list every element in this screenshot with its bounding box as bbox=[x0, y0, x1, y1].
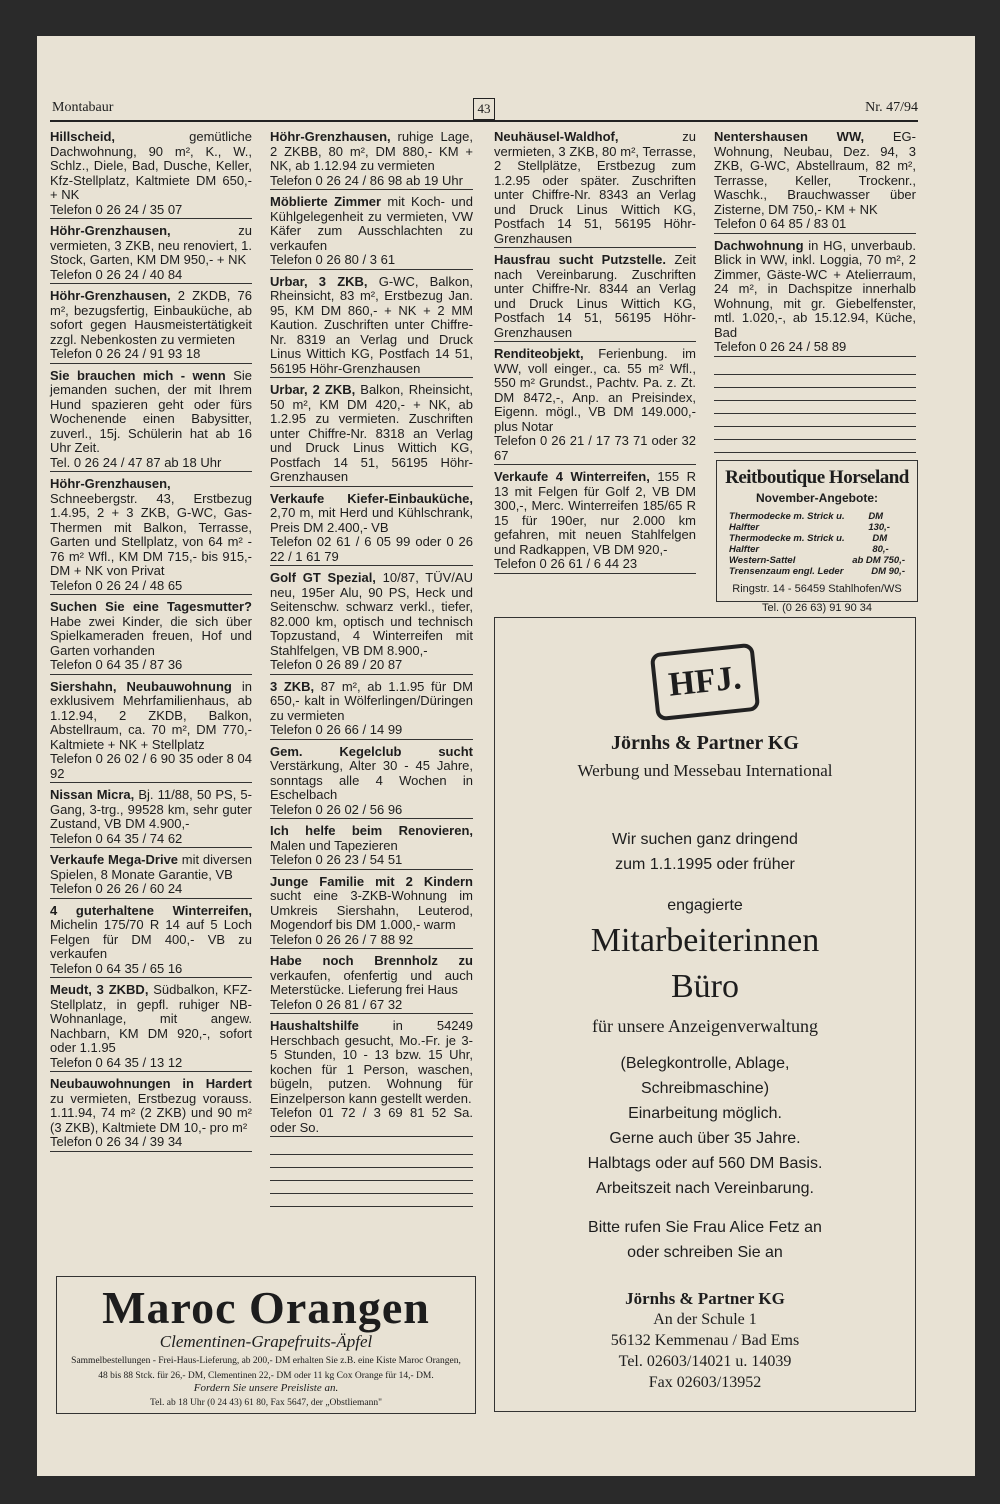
blank-line bbox=[270, 1142, 473, 1155]
classified-ad bbox=[50, 788, 252, 848]
ad-body: Balkon, Rheinsicht, 50 m², KM DM 420,- + NK, ab 1.2.95 zu vermieten. Zuschriften unter Chiffre-Nr. 8318 an Verlag und Druck Linus Wittich KG, Postfach 14 51, 56195 Höhr-Grenzhausen bbox=[270, 382, 473, 484]
blank-line bbox=[714, 414, 916, 427]
hfj-position: Mitarbeiterinnen bbox=[590, 922, 820, 959]
ad-body: 10/87, TÜV/AU neu, 195er Alu, 90 PS, Heck und Seitenschw. schwarz verkl., tiefer, 82.000 km, optisch und technisch Topzustand, 4 Winterreifen mit Stahlfelgen, VB DM 8.900,- bbox=[270, 570, 473, 658]
classified-ad bbox=[50, 289, 252, 364]
ad-body: Zeit nach Vereinbarung. Zuschriften unter Chiffre-Nr. 8344 an Verlag und Druck Linus Wittich KG, Postfach 14 51, 56195 Höhr-Grenzhausen bbox=[494, 252, 696, 340]
ad-headline: Junge Familie mit 2 Kindern bbox=[270, 873, 473, 889]
ad-phone: Telefon 0 26 21 / 17 73 71 oder 32 67 bbox=[494, 433, 696, 463]
ad-headline: Ich helfe beim Renovieren, bbox=[270, 823, 473, 838]
ad-headline: Hausfrau sucht Putzstelle. bbox=[494, 252, 666, 267]
ad-phone: Telefon 0 64 85 / 83 01 bbox=[714, 216, 847, 231]
ad-body: Verstärkung, Alter 30 - 45 Jahre, sonntags alle 4 Wochen in Eschelbach bbox=[270, 758, 473, 802]
hfj-company: Jörnhs & Partner KG bbox=[611, 732, 799, 754]
ad-headline: 3 ZKB, bbox=[270, 678, 315, 694]
hfj-city: 56132 Kemmenau / Bad Ems bbox=[610, 1332, 800, 1349]
ad-phone: Telefon 0 64 35 / 65 16 bbox=[50, 960, 183, 976]
classified-ad bbox=[50, 680, 252, 784]
maroc-details: 48 bis 88 Stck. für 26,- DM, Clementinen 22,- DM oder 11 kg Cox Orange für 14,- DM. bbox=[98, 1371, 434, 1381]
classified-ad bbox=[50, 1077, 252, 1152]
classified-ad bbox=[270, 492, 473, 567]
ad-body: zu vermieten, Erstbezug vorauss. 1.11.94, 74 m² (2 ZKB) und 90 m² (3 ZKB), Kaltmiete DM 10,- pro m² bbox=[50, 1090, 252, 1135]
classified-ad bbox=[50, 130, 252, 219]
ad-body: G-WC, Balkon, Rheinsicht, 83 m², Erstbezug Jan. 95, KM DM 860,- + NK + 2 MM Kaution. Zuschriften unter Chiffre-Nr. 8319 an Verlag und Druck Linus Wittich KG, Postfach 14 51, 56195 Höhr-Grenzhausen bbox=[270, 273, 473, 376]
horseland-ad bbox=[716, 460, 918, 614]
blank-line bbox=[714, 375, 916, 388]
hfj-line: Arbeitszeit nach Vereinbarung. bbox=[596, 1180, 814, 1197]
ad-phone: Telefon 0 64 35 / 13 12 bbox=[50, 1054, 183, 1070]
ad-body: Habe zwei Kinder, die sich über Spielkameraden freuen, Hof und Garten vorhanden bbox=[50, 613, 252, 658]
ad-phone: Telefon 0 26 81 / 67 32 bbox=[270, 996, 403, 1012]
classifieds-column-3 bbox=[494, 130, 696, 579]
ad-body: mit Koch- und Kühlgelegenheit zu vermieten, VW Käfer zum Ausschlachten zu verkaufen bbox=[270, 194, 473, 253]
hfj-line: Halbtags oder auf 560 DM Basis. bbox=[587, 1155, 823, 1172]
maroc-subtitle: Clementinen-Grapefruits-Äpfel bbox=[159, 1332, 373, 1351]
horseland-title: Reitboutique Horseland bbox=[725, 467, 909, 488]
classifieds-column-1 bbox=[50, 130, 252, 1157]
hfj-line: Bitte rufen Sie Frau Alice Fetz an bbox=[588, 1219, 822, 1236]
classified-ad bbox=[270, 571, 473, 675]
ad-phone: Telefon 01 72 / 3 69 81 52 Sa. oder So. bbox=[270, 1105, 473, 1135]
blank-line bbox=[714, 440, 916, 453]
blank-line bbox=[270, 1155, 473, 1168]
ad-body: ruhige Lage, 2 ZKBB, 80 m², DM 880,- KM + NK, ab 1.12.94 zu vermieten bbox=[270, 129, 473, 173]
maroc-contact: Tel. ab 18 Uhr (0 24 43) 61 80, Fax 5647, der „Obstliemann" bbox=[150, 1398, 382, 1408]
ad-headline: Meudt, 3 ZKBD, bbox=[50, 982, 149, 997]
ad-body: 2 ZKDB, 76 m², bezugsfertig, Einbauküche, ab sofort gegen Hausmeistertätigkeit zzgl. Nebenkosten zu vermieten bbox=[50, 288, 252, 347]
ad-headline: Höhr-Grenzhausen, bbox=[50, 288, 171, 303]
ad-phone: Telefon 0 26 61 / 6 44 23 bbox=[494, 556, 638, 571]
blank-ad-lines bbox=[714, 362, 916, 453]
classifieds-column-2 bbox=[270, 130, 473, 1207]
issue-number: Nr. 47/94 bbox=[865, 100, 918, 115]
ad-headline: Golf GT Spezial, bbox=[270, 570, 376, 585]
ad-body: zu vermieten, 3 ZKB, neu renoviert, 1. Stock, Garten, KM DM 950,- + NK bbox=[50, 223, 252, 267]
hfj-position-dept: Büro bbox=[671, 968, 739, 1005]
classified-ad bbox=[270, 824, 473, 870]
classified-ad bbox=[494, 347, 696, 465]
ad-headline: 4 guterhaltene Winterreifen, bbox=[50, 902, 252, 918]
ad-body: Südbalkon, KFZ-Stellplatz, in gepfl. ruhiger NB-Wohnanlage, mit angew. Nachbarn, KM DM 920,-, sofort oder 1.1.95 bbox=[50, 982, 252, 1055]
classified-ad bbox=[494, 130, 696, 248]
offer-row bbox=[729, 555, 905, 566]
ad-body: zu vermieten, 3 ZKB, 80 m², Terrasse, 2 Stellplätze, Erstbezug zum 1.2.95 oder später. Zuschriften unter Chiffre-Nr. 8343 an Verlag und Druck Linus Wittich KG, Postfach 14 51, 56195 Höhr-Grenzhausen bbox=[494, 129, 696, 246]
ad-headline: Verkaufe Kiefer-Einbauküche, bbox=[270, 490, 473, 506]
offer-price: DM 80,- bbox=[872, 533, 889, 555]
hfj-line: Gerne auch über 35 Jahre. bbox=[609, 1130, 801, 1147]
hfj-company-footer: Jörnhs & Partner KG bbox=[625, 1289, 785, 1308]
classified-ad bbox=[270, 195, 473, 270]
ad-phone: Telefon 0 26 24 / 86 98 ab 19 Uhr bbox=[270, 172, 463, 188]
classified-ad bbox=[50, 853, 252, 899]
blank-line bbox=[714, 401, 916, 414]
ad-phone: Telefon 0 64 35 / 87 36 bbox=[50, 657, 183, 672]
blank-line bbox=[714, 427, 916, 440]
ad-headline: Nentershausen WW, bbox=[714, 129, 865, 144]
ad-headline: Höhr-Grenzhausen, bbox=[50, 223, 171, 238]
ad-body: Bj. 11/88, 50 PS, 5-Gang, 3-trg., 99528 km, sehr guter Zustand, VB DM 4.900,- bbox=[50, 787, 252, 831]
classified-ad bbox=[270, 1019, 473, 1137]
offer-price: DM 90,- bbox=[871, 566, 905, 577]
ad-headline: Gem. Kegelclub sucht bbox=[270, 743, 473, 759]
ad-headline: Haushaltshilfe bbox=[270, 1018, 359, 1033]
ad-body: Malen und Tapezieren bbox=[270, 837, 398, 853]
page-number: 43 bbox=[473, 98, 495, 120]
hfj-line: (Belegkontrolle, Ablage, bbox=[620, 1055, 790, 1072]
ad-headline: Sie brauchen mich - wenn bbox=[50, 367, 226, 383]
blank-line bbox=[270, 1168, 473, 1181]
ad-body: verkaufen, ofenfertig und auch Meterstücke. Lieferung frei Haus bbox=[270, 967, 473, 997]
offer-price: DM 130,- bbox=[868, 511, 890, 533]
offer-price: ab DM 750,- bbox=[852, 555, 905, 566]
classified-ad bbox=[714, 239, 916, 357]
ad-body: Michelin 175/70 R 14 auf 5 Loch Felgen für DM 400,- VB zu verkaufen bbox=[50, 917, 252, 961]
blank-line bbox=[270, 1194, 473, 1207]
offer-name: Thermodecke m. Strick u. Halfter bbox=[729, 511, 845, 533]
classified-ad bbox=[494, 253, 696, 342]
ad-headline: Urbar, 3 ZKB, bbox=[270, 273, 368, 289]
hfj-line: Schreibmaschine) bbox=[640, 1080, 770, 1097]
ad-phone: Telefon 0 26 26 / 7 88 92 bbox=[270, 931, 414, 947]
ad-phone: Telefon 0 26 24 / 35 07 bbox=[50, 201, 183, 217]
classified-ad bbox=[50, 600, 252, 675]
horseland-phone: Tel. (0 26 63) 91 90 34 bbox=[761, 602, 873, 614]
ad-body: mit diversen Spielen, 8 Monate Garantie, VB bbox=[50, 852, 252, 882]
blank-ad-lines bbox=[270, 1142, 473, 1207]
ad-body: in exklusivem Mehrfamilienhaus, ab 1.12.94, 2 ZKDB, Balkon, Abstellraum, ca. 70 m², DM 770,- Kaltmiete + NK + Stellplatz bbox=[50, 678, 252, 752]
ad-phone: Telefon 0 64 35 / 74 62 bbox=[50, 830, 183, 846]
ad-phone: Telefon 0 26 34 / 39 34 bbox=[50, 1134, 183, 1149]
blank-line bbox=[714, 362, 916, 375]
ad-body: 155 R 13 mit Felgen für Golf 2, VB DM 300,-, Merc. Winterreifen 185/65 R 15 für 190er, nur 2.000 km gefahren, mit neuen Stahlfelgen und Radkappen, VB DM 920,- bbox=[494, 469, 696, 557]
classified-ad bbox=[50, 224, 252, 284]
blank-line bbox=[270, 1181, 473, 1194]
classified-ad bbox=[270, 875, 473, 950]
ad-headline: Möblierte Zimmer bbox=[270, 194, 382, 209]
hfj-department: für unsere Anzeigenverwaltung bbox=[592, 1016, 818, 1036]
classified-ad bbox=[714, 130, 916, 234]
ad-phone: Telefon 0 26 24 / 58 89 bbox=[714, 339, 847, 354]
ad-phone: Telefon 0 26 89 / 20 87 bbox=[270, 657, 403, 672]
ad-headline: Siershahn, Neubauwohnung bbox=[50, 678, 232, 694]
ad-headline: Verkaufe Mega-Drive bbox=[50, 852, 179, 867]
classified-ad bbox=[494, 470, 696, 574]
ad-body: 87 m², ab 1.1.95 für DM 650,- kalt in Wölferlingen/Düringen zu vermieten bbox=[270, 678, 474, 723]
ad-headline: Höhr-Grenzhausen, bbox=[270, 129, 391, 144]
ad-body: Ferienbung. im WW, voll einger., ca. 55 m² Wfl., 550 m² Grundst., Pachtv. Pa. z. Zt. DM 8472,-, Anp. an Preisindex, Eigenn. mögl., VB DM 149.000,- plus Notar bbox=[494, 346, 696, 434]
ad-body: Sie jemanden suchen, der mit Ihrem Hund spazieren geht oder fürs Wochenende einen Babysitter, zuverl., 15j. Schülerin hat ab 16 Uhr Zeit. bbox=[50, 367, 252, 455]
ad-headline: Nissan Micra, bbox=[50, 787, 135, 802]
header-rule bbox=[50, 120, 918, 122]
ad-headline: Habe noch Brennholz zu bbox=[270, 953, 473, 968]
ad-headline: Hillscheid, bbox=[50, 129, 116, 144]
ad-headline: Urbar, 2 ZKB, bbox=[270, 382, 356, 397]
classified-ad bbox=[50, 477, 252, 595]
hfj-line: Einarbeitung möglich. bbox=[628, 1105, 782, 1122]
job-ad-hfj bbox=[494, 617, 916, 1412]
ad-phone: Tel. 0 26 24 / 47 87 ab 18 Uhr bbox=[50, 454, 222, 470]
classified-ad bbox=[270, 745, 473, 820]
ad-body: 2,70 m, mit Herd und Kühlschrank, Preis DM 2.400,- VB bbox=[270, 505, 473, 535]
ad-phone: Telefon 0 26 02 / 6 90 35 oder 8 04 92 bbox=[50, 751, 252, 781]
offer-name: Thermodecke m. Strick u. Halfter bbox=[729, 533, 845, 555]
maroc-title: Maroc Orangen bbox=[102, 1282, 430, 1333]
maroc-details: Sammelbestellungen - Frei-Haus-Lieferung, ab 200,- DM erhalten Sie z.B. eine Kiste Maroc Orangen, bbox=[71, 1356, 461, 1366]
ad-phone: Telefon 02 61 / 6 05 99 oder 0 26 22 / 1 61 79 bbox=[270, 534, 473, 564]
ad-headline: Neuhäusel-Waldhof, bbox=[494, 129, 619, 144]
classified-ad bbox=[270, 130, 473, 190]
offer-name: Western-Sattel bbox=[729, 555, 796, 566]
horseland-offers bbox=[729, 511, 905, 577]
ad-phone: Telefon 0 26 24 / 91 93 18 bbox=[50, 346, 201, 361]
header-location: Montabaur bbox=[52, 100, 114, 115]
ad-phone: Telefon 0 26 66 / 14 99 bbox=[270, 722, 403, 737]
ad-headline: Renditeobjekt, bbox=[494, 346, 584, 361]
ad-headline: Neubauwohnungen in Hardert bbox=[50, 1076, 252, 1091]
ad-headline: Suchen Sie eine Tagesmutter? bbox=[50, 599, 252, 614]
ad-phone: Telefon 0 26 02 / 56 96 bbox=[270, 801, 403, 817]
hfj-tagline: Werbung und Messebau International bbox=[577, 761, 833, 780]
ad-body: in 54249 Herschbach gesucht, Mo.-Fr. je 3-5 Stunden, 10 - 13 bzw. 15 Uhr, kochen für 1 Person, waschen, bügeln, putzen. Wohnung für Einzelperson kann gestellt werden. bbox=[270, 1018, 473, 1106]
hfj-line: oder schreiben Sie an bbox=[627, 1244, 783, 1261]
classified-ad bbox=[50, 904, 252, 979]
classified-ad bbox=[50, 369, 252, 473]
offer-row bbox=[729, 511, 905, 533]
classifieds-column-4 bbox=[714, 130, 916, 453]
offer-row bbox=[729, 566, 905, 577]
classified-ad bbox=[270, 954, 473, 1014]
ad-headline: Verkaufe 4 Winterreifen, bbox=[494, 469, 650, 484]
ad-phone: Telefon 0 26 23 / 54 51 bbox=[270, 852, 403, 867]
ad-body: sucht eine 3-ZKB-Wohnung im Umkreis Siershahn, Leuterod, Mogendorf bis DM 1.000,- warm bbox=[270, 888, 473, 932]
ad-headline: Höhr-Grenzhausen, bbox=[50, 476, 171, 491]
ad-body: gemütliche Dachwohnung, 90 m², K., W., Schlz., Diele, Bad, Dusche, Keller, Kfz-Stellplatz, Kaltmiete DM 650,- + NK bbox=[50, 129, 252, 202]
offer-row bbox=[729, 533, 905, 555]
hfj-logo: HFJ. bbox=[650, 643, 761, 721]
hfj-phone: Tel. 02603/14021 u. 14039 bbox=[618, 1353, 792, 1370]
ad-phone: Telefon 0 26 24 / 40 84 bbox=[50, 266, 183, 282]
horseland-subtitle: November-Angebote: bbox=[755, 491, 878, 505]
classified-ad bbox=[270, 383, 473, 487]
ad-body: EG-Wohnung, Neubau, Dez. 94, 3 ZKB, G-WC, Abstellraum, 82 m², Terrasse, Keller, Trockenr., Waschk., Brauchwasser über Zisterne, DM 750,- KM + NK bbox=[714, 129, 916, 217]
ad-body: in HG, unverbaub. Blick in WW, inkl. Loggia, 70 m², 2 Zimmer, Gäste-WC + Atelierraum, 24 m², in Dachspitze innerhalb Wohnung, mit gr. Giebelfenster, mtl. 1.020,-, ab 15.12.94, Küche, Bad bbox=[714, 237, 916, 340]
classified-ad bbox=[270, 680, 473, 740]
ad-headline: Dachwohnung bbox=[714, 237, 804, 253]
ad-phone: Telefon 0 26 26 / 60 24 bbox=[50, 881, 183, 896]
classified-ad bbox=[270, 275, 473, 379]
ad-phone: Telefon 0 26 24 / 48 65 bbox=[50, 577, 183, 593]
hfj-line: zum 1.1.1995 oder früher bbox=[615, 856, 795, 873]
offer-name: Trensenzaum engl. Leder bbox=[729, 566, 844, 577]
ad-phone: Telefon 0 26 80 / 3 61 bbox=[270, 252, 396, 267]
hfj-street: An der Schule 1 bbox=[653, 1311, 757, 1328]
maroc-oranges-ad bbox=[56, 1276, 476, 1414]
ad-body: Schneebergstr. 43, Erstbezug 1.4.95, 2 + 3 ZKB, G-WC, Gas-Thermen mit Balkon, Terrasse, Garten und Stellplatz, von 64 m² - 76 m² Wfl., KM DM 715,- bis 915,- DM + NK von Privat bbox=[50, 490, 252, 578]
maroc-pricelist: Fordern Sie unsere Preisliste an. bbox=[193, 1382, 339, 1394]
hfj-line: Wir suchen ganz dringend bbox=[612, 831, 798, 848]
hfj-fax: Fax 02603/13952 bbox=[648, 1374, 762, 1391]
blank-line bbox=[714, 388, 916, 401]
horseland-address: Ringstr. 14 - 56459 Stahlhofen/WS bbox=[732, 583, 902, 595]
hfj-line: engagierte bbox=[667, 897, 743, 914]
classified-ad bbox=[50, 983, 252, 1072]
